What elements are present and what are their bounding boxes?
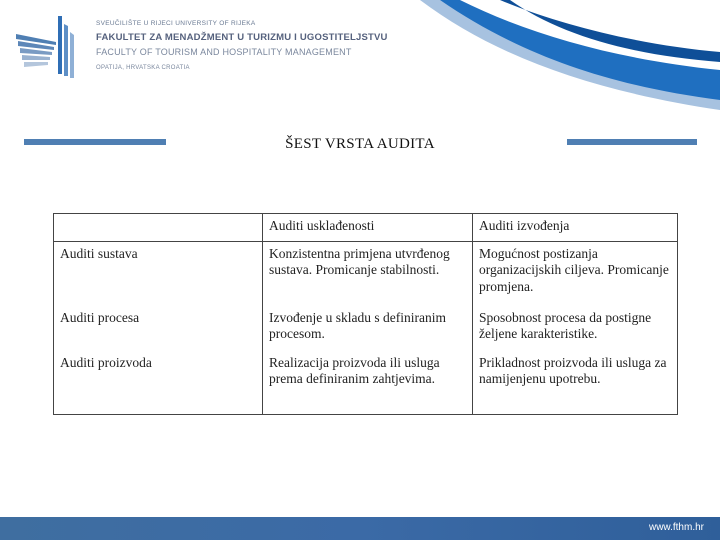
- row-label: Auditi procesa: [54, 306, 263, 351]
- footer-bar: [0, 517, 720, 540]
- row-label: Auditi proizvoda: [54, 351, 263, 415]
- faculty-logo-icon: [14, 14, 84, 84]
- faculty-name-hr: FAKULTET ZA MENADŽMENT U TURIZMU I UGOSTITELJSTVU: [96, 32, 388, 43]
- footer-url-link[interactable]: www.fthm.hr: [648, 522, 704, 533]
- table-cell: Realizacija proizvoda ili usluga prema definiranim zahtjevima.: [263, 351, 473, 415]
- audit-types-table: [53, 213, 678, 415]
- table-cell: Konzistentna primjena utvrđenog sustava. Promicanje stabilnosti.: [263, 242, 473, 306]
- table-row: [54, 306, 678, 351]
- table-cell: Prikladnost proizvoda ili usluga za namijenjenu upotrebu.: [473, 351, 678, 415]
- header: [0, 0, 720, 110]
- table-cell: Sposobnost procesa da postigne željene karakteristike.: [473, 306, 678, 351]
- table-header-performance: Auditi izvođenja: [473, 214, 678, 242]
- table-header-row: [54, 214, 678, 242]
- table-row: [54, 351, 678, 415]
- table-header-compliance: Auditi usklađenosti: [263, 214, 473, 242]
- location-line: OPATIJA, HRVATSKA CROATIA: [96, 65, 190, 71]
- university-line: SVEUČILIŠTE U RIJECI UNIVERSITY OF RIJEKA: [96, 20, 256, 27]
- institution-text: [96, 20, 388, 71]
- table-cell: Mogućnost postizanja organizacijskih ciljeva. Promicanje promjena.: [473, 242, 678, 306]
- page-title: ŠEST VRSTA AUDITA: [285, 136, 435, 152]
- decorative-swoosh: [420, 0, 720, 110]
- table-header-empty: [54, 214, 263, 242]
- table-row: [54, 242, 678, 306]
- faculty-name-en: FACULTY OF TOURISM AND HOSPITALITY MANAGEMENT: [96, 47, 352, 57]
- table-cell: Izvođenje u skladu s definiranim procesom.: [263, 306, 473, 351]
- row-label: Auditi sustava: [54, 242, 263, 306]
